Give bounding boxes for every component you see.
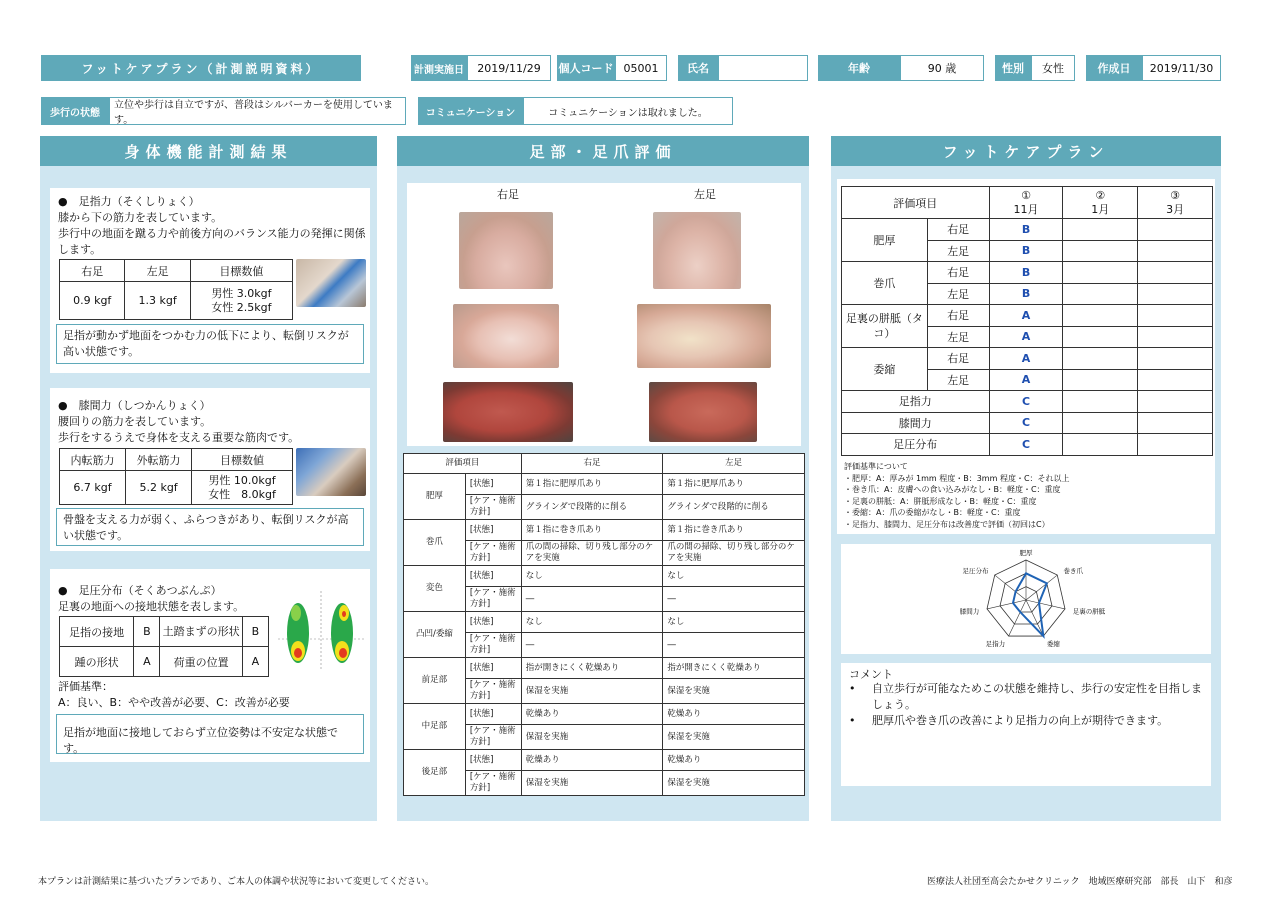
eval-right-6-0: 乾燥あり	[521, 750, 663, 771]
pressure-card	[50, 569, 370, 762]
eval-sub-1-0: [状態]	[465, 520, 521, 541]
eval-item-6: 後足部	[404, 750, 466, 796]
grip-val-right: 0.9 kgf	[60, 282, 125, 320]
eval-left-4-0: 指が開きにくく乾燥あり	[663, 658, 805, 679]
created-value: 2019/11/30	[1142, 55, 1221, 81]
plan-head-c1-num: ①	[1021, 188, 1031, 202]
comm-status-value: コミュニケーションは取れました。	[523, 97, 733, 125]
comm-status-box	[418, 97, 733, 125]
plan-head-c3	[1138, 187, 1213, 219]
name-label: 氏名	[678, 55, 718, 81]
eval-sub-2-1: [ケア・施術方針]	[465, 587, 521, 612]
eval-right-4-1: 保湿を実施	[521, 679, 663, 704]
radar-chart	[841, 544, 1211, 654]
eval-left-3-0: なし	[663, 612, 805, 633]
eval-head-right: 右足	[521, 454, 663, 474]
grip-col-left: 左足	[125, 260, 190, 282]
grip-note: 足指が動かず地面をつかむ力の低下により、転倒リスクが高い状態です。	[56, 324, 364, 364]
eval-left-0-1: グラインダで段階的に削る	[663, 495, 805, 520]
radar-series-line	[1013, 573, 1047, 636]
plan-item-0: 肥厚	[842, 219, 928, 262]
eval-right-4-0: 指が開きにくく乾燥あり	[521, 658, 663, 679]
plan-empty-cell	[1063, 326, 1138, 348]
plan-grade-0-l: B	[989, 240, 1063, 262]
plan-side-0-l: 左足	[927, 240, 989, 262]
eval-sub-6-0: [状態]	[465, 750, 521, 771]
eval-left-6-1: 保湿を実施	[663, 771, 805, 796]
plan-table	[841, 186, 1213, 456]
plan-empty-cell	[1063, 262, 1138, 284]
plan-head-c2	[1063, 187, 1138, 219]
eval-sub-3-0: [状態]	[465, 612, 521, 633]
eval-right-3-0: なし	[521, 612, 663, 633]
pressure-note: 足指が地面に接地しておらず立位姿勢は不安定な状態です。	[56, 714, 364, 754]
photo-left-foot-label: 左足	[694, 188, 716, 201]
radar-label-4: 足指力	[985, 640, 1006, 649]
eval-right-1-0: 第１指に巻き爪あり	[521, 520, 663, 541]
eval-sub-2-0: [状態]	[465, 566, 521, 587]
right-panel	[831, 136, 1221, 821]
criteria-title: 評価基準について	[844, 462, 908, 471]
eval-item-1: 巻爪	[404, 520, 466, 566]
sex-value: 女性	[1031, 55, 1075, 81]
grip-desc2: 歩行中の地面を蹴る力や前後方向のバランス能力の発揮に関係します。	[58, 227, 366, 256]
plan-side-0-r: 右足	[927, 219, 989, 241]
eval-left-0-0: 第１指に肥厚爪あり	[663, 474, 805, 495]
plan-head-c3-month: 3月	[1166, 202, 1185, 216]
eval-head-left: 左足	[663, 454, 805, 474]
eval-table	[403, 453, 805, 796]
foot-photos-card	[407, 183, 801, 446]
grip-val-left: 1.3 kgf	[125, 282, 190, 320]
age-value: 90 歳	[900, 55, 984, 81]
eval-sub-3-1: [ケア・施術方針]	[465, 633, 521, 658]
grip-target-male: 男性 3.0kgf	[211, 286, 272, 300]
plan-head-c1	[989, 187, 1063, 219]
knee-note: 骨盤を支える力が弱く、ふらつきがあり、転倒リスクが高い状態です。	[56, 508, 364, 546]
plan-empty-cell	[1063, 348, 1138, 370]
knee-col-target: 目標数値	[192, 449, 293, 471]
radar-label-2: 足裏の胼胝	[1072, 607, 1106, 616]
eval-right-2-0: なし	[521, 566, 663, 587]
plan-single-grade-0: C	[989, 391, 1063, 413]
radar-label-5: 膝間力	[959, 607, 980, 616]
knee-val-out: 5.2 kgf	[126, 471, 192, 505]
knee-desc1: 腰回りの筋力を表しています。	[58, 415, 212, 428]
knee-heading: ● 膝間力（しつかんりょく）	[58, 399, 211, 412]
grip-desc1: 膝から下の筋力を表しています。	[58, 211, 223, 224]
name-value	[718, 55, 808, 81]
criteria-line-2: ・巻き爪：A：皮膚への食い込みがなし・B：軽度・C：重度	[844, 485, 1061, 494]
criteria-line-4: ・委縮：A：爪の委縮がなし・B：軽度・C：重度	[844, 508, 1021, 517]
eval-left-1-1: 爪の間の掃除、切り残し部分のケアを実施	[663, 541, 805, 566]
grip-device-photo	[296, 259, 366, 307]
eval-sub-6-1: [ケア・施術方針]	[465, 771, 521, 796]
pressure-r1c4: B	[242, 617, 268, 647]
eval-left-4-1: 保湿を実施	[663, 679, 805, 704]
comment-title: コメント	[849, 668, 893, 681]
plan-single-grade-1: C	[989, 412, 1063, 434]
eval-left-2-0: なし	[663, 566, 805, 587]
plan-grade-3-r: A	[989, 348, 1063, 370]
name-box	[678, 55, 808, 81]
plan-side-3-r: 右足	[927, 348, 989, 370]
plan-side-2-l: 左足	[927, 326, 989, 348]
comment-1: 自立歩行が可能なためこの状態を維持し、歩行の安定性を目指しましょう。	[872, 682, 1202, 711]
pressure-r2c4: A	[242, 647, 268, 677]
pressure-map-image	[276, 589, 366, 671]
radar-spoke	[995, 575, 1026, 600]
plan-empty-cell	[1138, 240, 1213, 262]
plan-item-3: 委縮	[842, 348, 928, 391]
pressure-r1c3: 土踏まずの形状	[160, 617, 242, 647]
plan-item-2: 足裏の胼胝（タコ）	[842, 305, 928, 348]
plan-item-1: 巻爪	[842, 262, 928, 305]
plan-side-2-r: 右足	[927, 305, 989, 327]
left-foot-sole-photo	[649, 382, 757, 442]
title-box	[41, 55, 361, 81]
plan-grade-1-r: B	[989, 262, 1063, 284]
radar-spoke	[1026, 600, 1065, 609]
plan-head-c3-num: ③	[1170, 188, 1181, 202]
eval-left-6-0: 乾燥あり	[663, 750, 805, 771]
eval-sub-5-1: [ケア・施術方針]	[465, 725, 521, 750]
plan-empty-cell	[1138, 391, 1213, 413]
eval-right-5-1: 保湿を実施	[521, 725, 663, 750]
radar-spoke	[987, 600, 1026, 609]
knee-desc2: 歩行をするうえで身体を支える重要な筋肉です。	[58, 431, 300, 444]
eval-head-item: 評価項目	[404, 454, 522, 474]
age-label: 年齢	[818, 55, 900, 81]
pressure-r2c2: A	[134, 647, 160, 677]
left-panel-title: 身体機能計測結果	[40, 136, 377, 166]
age-box	[818, 55, 984, 81]
knee-device-photo	[296, 448, 366, 496]
eval-right-1-1: 爪の間の掃除、切り残し部分のケアを実施	[521, 541, 663, 566]
comment-bullet-1: •	[849, 682, 856, 695]
pressure-r1c1: 足指の接地	[60, 617, 134, 647]
eval-right-0-1: グラインダで段階的に削る	[521, 495, 663, 520]
eval-sub-4-0: [状態]	[465, 658, 521, 679]
grip-col-right: 右足	[60, 260, 125, 282]
plan-card	[837, 179, 1215, 534]
plan-head-c2-num: ②	[1095, 188, 1106, 202]
pressure-table	[59, 616, 269, 677]
walk-status-value: 立位や歩行は自立ですが、普段はシルバーカーを使用しています。	[109, 97, 406, 125]
knee-target-female: 女性 8.0kgf	[208, 487, 276, 501]
created-label: 作成日	[1086, 55, 1142, 81]
footer-note: 本プランは計測結果に基づいたプランであり、ご本人の体調や状況等において変更してください。	[38, 877, 435, 887]
knee-table	[59, 448, 293, 505]
plan-side-1-l: 左足	[927, 283, 989, 305]
grip-heading: ● 足指力（そくしりょく）	[58, 195, 200, 208]
eval-item-4: 前足部	[404, 658, 466, 704]
eval-right-5-0: 乾燥あり	[521, 704, 663, 725]
plan-empty-cell	[1063, 412, 1138, 434]
plan-empty-cell	[1138, 219, 1213, 241]
right-panel-title: フットケアプラン	[831, 136, 1221, 166]
plan-empty-cell	[1138, 412, 1213, 434]
middle-panel-title: 足部・足爪評価	[397, 136, 809, 166]
plan-head-c2-month: 1月	[1091, 202, 1110, 216]
radar-card	[841, 544, 1211, 654]
plan-empty-cell	[1063, 369, 1138, 391]
pressure-r1c2: B	[134, 617, 160, 647]
radar-label-6: 足圧分布	[962, 567, 989, 576]
plan-empty-cell	[1138, 348, 1213, 370]
plan-empty-cell	[1063, 283, 1138, 305]
left-foot-top-photo	[653, 212, 741, 289]
eval-sub-0-1: [ケア・施術方針]	[465, 495, 521, 520]
knee-col-in: 内転筋力	[60, 449, 126, 471]
plan-side-3-l: 左足	[927, 369, 989, 391]
left-panel	[40, 136, 377, 821]
grip-target-female: 女性 2.5kgf	[211, 300, 272, 314]
knee-target-male: 男性 10.0kgf	[208, 473, 276, 487]
plan-empty-cell	[1138, 434, 1213, 456]
grip-table	[59, 259, 293, 320]
eval-left-5-0: 乾燥あり	[663, 704, 805, 725]
pressure-heading: ● 足圧分布（そくあつぶんぷ）	[58, 584, 222, 597]
eval-right-6-1: 保湿を実施	[521, 771, 663, 796]
plan-grade-2-l: A	[989, 326, 1063, 348]
plan-empty-cell	[1138, 369, 1213, 391]
grip-col-target: 目標数値	[190, 260, 292, 282]
eval-sub-5-0: [状態]	[465, 704, 521, 725]
plan-single-item-1: 膝間力	[842, 412, 990, 434]
pressure-r2c1: 踵の形状	[60, 647, 134, 677]
radar-label-1: 巻き爪	[1063, 567, 1084, 576]
comment-card	[841, 663, 1211, 786]
pressure-desc: 足裏の地面への接地状態を表します。	[58, 600, 245, 613]
plan-empty-cell	[1138, 326, 1213, 348]
footer-author: 医療法人社団至高会たかせクリニック 地域医療研究部 部長 山下 和彦	[927, 877, 1233, 887]
grip-target-cell	[190, 282, 292, 320]
eval-right-2-1: ―	[521, 587, 663, 612]
pressure-criteria-label: 評価基準：	[58, 680, 113, 693]
measure-date-box	[411, 55, 551, 81]
pressure-criteria: A：良い、B：やや改善が必要、C：改善が必要	[58, 696, 290, 709]
plan-single-item-2: 足圧分布	[842, 434, 990, 456]
sex-label: 性別	[995, 55, 1031, 81]
measure-date-value: 2019/11/29	[467, 55, 551, 81]
right-foot-top-photo	[459, 212, 553, 289]
right-foot-sole-photo	[443, 382, 573, 442]
eval-sub-1-1: [ケア・施術方針]	[465, 541, 521, 566]
plan-grade-3-l: A	[989, 369, 1063, 391]
id-value: 05001	[615, 55, 667, 81]
eval-sub-4-1: [ケア・施術方針]	[465, 679, 521, 704]
middle-panel	[397, 136, 809, 821]
eval-item-2: 変色	[404, 566, 466, 612]
plan-empty-cell	[1138, 283, 1213, 305]
knee-col-out: 外転筋力	[126, 449, 192, 471]
plan-empty-cell	[1063, 434, 1138, 456]
plan-single-item-0: 足指力	[842, 391, 990, 413]
grip-card	[50, 188, 370, 373]
eval-right-0-0: 第１指に肥厚爪あり	[521, 474, 663, 495]
plan-empty-cell	[1063, 219, 1138, 241]
eval-left-5-1: 保湿を実施	[663, 725, 805, 750]
plan-empty-cell	[1063, 305, 1138, 327]
plan-head-c1-month: 11月	[1013, 202, 1039, 216]
criteria-line-3: ・足裏の胼胝：A：胼胝形成なし・B：軽度・C：重度	[844, 496, 1037, 506]
photo-right-foot-label: 右足	[497, 188, 519, 201]
comment-bullet-2: •	[849, 714, 856, 727]
criteria-line-1: ・肥厚：A：厚みが 1mm 程度・B：3mm 程度・C：それ以上	[844, 473, 1070, 483]
radar-label-3: 委縮	[1046, 640, 1060, 649]
knee-val-in: 6.7 kgf	[60, 471, 126, 505]
eval-item-5: 中足部	[404, 704, 466, 750]
comm-status-label: コミュニケーション	[418, 97, 523, 125]
eval-left-1-0: 第１指に巻き爪あり	[663, 520, 805, 541]
plan-side-1-r: 右足	[927, 262, 989, 284]
plan-single-grade-2: C	[989, 434, 1063, 456]
created-box	[1086, 55, 1221, 81]
comment-2: 肥厚爪や巻き爪の改善により足指力の向上が期待できます。	[872, 714, 1169, 727]
id-label: 個人コード	[557, 55, 615, 81]
pressure-r2c3: 荷重の位置	[160, 647, 242, 677]
criteria-line-5: ・足指力、膝間力、足圧分布は改善度で評価（初回はC）	[844, 519, 1050, 529]
left-foot-nails-photo	[637, 304, 771, 368]
id-box	[557, 55, 667, 81]
measure-date-label: 計測実施日	[411, 55, 467, 81]
page-title: フットケアプラン（計測説明資料）	[41, 55, 361, 81]
plan-empty-cell	[1138, 305, 1213, 327]
radar-spoke	[1009, 600, 1026, 636]
plan-empty-cell	[1063, 391, 1138, 413]
plan-head-item: 評価項目	[842, 187, 990, 219]
eval-left-2-1: ―	[663, 587, 805, 612]
plan-grade-0-r: B	[989, 219, 1063, 241]
eval-sub-0-0: [状態]	[465, 474, 521, 495]
plan-empty-cell	[1063, 240, 1138, 262]
right-foot-nails-photo	[453, 304, 559, 368]
plan-grade-1-l: B	[989, 283, 1063, 305]
eval-right-3-1: ―	[521, 633, 663, 658]
plan-grade-2-r: A	[989, 305, 1063, 327]
eval-left-3-1: ―	[663, 633, 805, 658]
walk-status-box	[41, 97, 406, 125]
radar-label-0: 肥厚	[1019, 549, 1033, 557]
eval-item-0: 肥厚	[404, 474, 466, 520]
knee-target-cell	[192, 471, 293, 505]
walk-status-label: 歩行の状態	[41, 97, 109, 125]
sex-box	[995, 55, 1075, 81]
eval-item-3: 凸凹/委縮	[404, 612, 466, 658]
knee-card	[50, 388, 370, 551]
criteria-box	[844, 461, 1204, 530]
plan-empty-cell	[1138, 262, 1213, 284]
